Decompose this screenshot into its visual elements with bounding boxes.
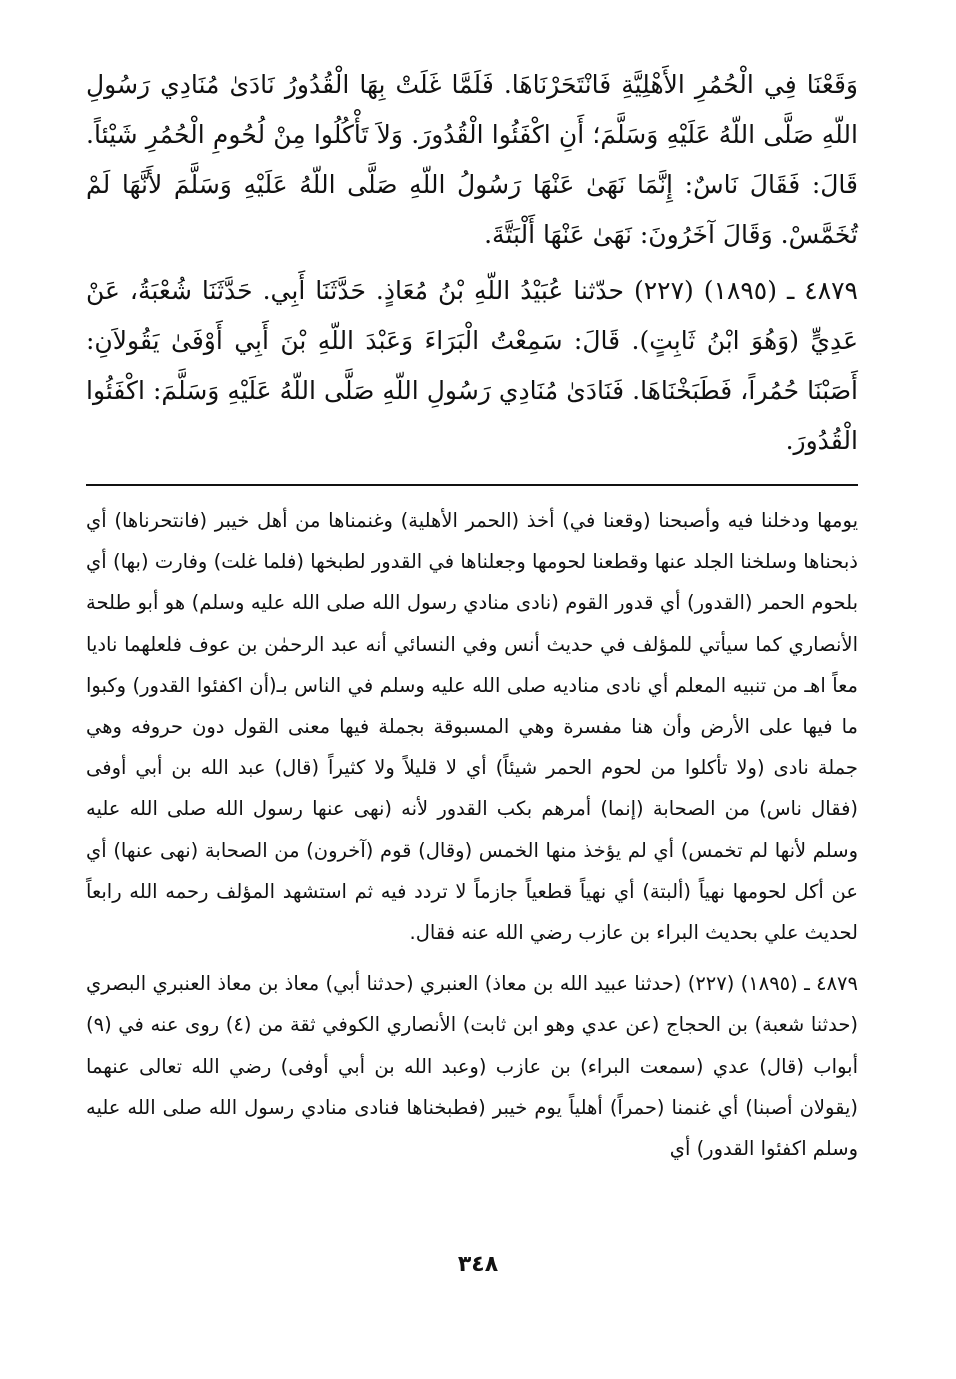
page-number: ٣٤٨ xyxy=(457,1252,499,1277)
book-page xyxy=(86,60,858,1340)
footnote-divider xyxy=(86,484,858,486)
commentary-paragraph-1: يومها ودخلنا فيه وأصبحنا (وقعنا في) أخذ (الحمر الأهلية) وغنمناها من أهل خيبر (فانتحرناها) أي ذبحناها وسلخنا الجلد عنها وقطعنا لحومها وجعلناها في القدور لطبخها (فلما غلت) وفارت (بها) أي بلحوم الحمر (القدور) أي قدور القوم (نادى منادي رسول الله صلى الله عليه وسلم) هو أبو طلحة الأنصاري كما سيأتي للمؤلف في حديث أنس وفي النسائي أنه عبد الرحمٰن بن عوف فلعلهما ناديا معاً اهـ من تنبيه المعلم أي نادى مناديه صلى الله عليه وسلم في الناس بـ(أن اكفئوا القدور) وكبوا ما فيها على الأرض وأن هنا مفسرة وهي المسبوقة بجملة فيها معنى القول دون حروفه وهي جملة نادى (ولا تأكلوا من لحوم الحمر شيئاً) أي لا قليلاً ولا كثيراً (قال) عبد الله بن أبي أوفى (فقال ناس) من الصحابة (إنما) أمرهم بكب القدور لأنه (نهى عنها رسول الله صلى الله عليه وسلم لأنها لم تخمس) أي لم يؤخذ منها الخمس (وقال) قوم (آخرون) من الصحابة (نهى عنها) أي عن أكل لحومها نهياً (ألبتة) أي نهياً قطعياً جازماً لا تردد فيه ثم استشهد المؤلف رحمه الله رابعاً لحديث علي بحديث البراء بن عازب رضي الله عنه فقال. xyxy=(86,509,858,945)
commentary-paragraph-2: ٤٨٧٩ ـ (١٨٩٥) (٢٢٧) (حدثنا عبيد الله بن معاذ) العنبري (حدثنا أبي) معاذ بن معاذ العنبري البصري (حدثنا شعبة) بن الحجاج (عن عدي وهو ابن ثابت) الأنصاري الكوفي ثقة من (٤) روى عنه في (٩) أبواب (قال) عدي (سمعت البراء) بن عازب (وعبد الله بن أبي أوفى) رضي الله تعالى عنهما (يقولان أصبنا) أي غنمنا (حمراً) أهلياً يوم خيبر (فطبخناها فنادى منادي رسول الله صلى الله عليه وسلم اكفئوا القدور) أي xyxy=(86,972,859,1161)
hadith-paragraph-2: ٤٨٧٩ ـ (١٨٩٥) (٢٢٧) حدّثنا عُبَيْدُ اللّهِ بْنُ مُعَاذٍ. حَدَّثَنَا أَبِي. حَدَّثَنَا شُعْبَةُ، عَنْ عَدِيٍّ (وَهُوَ ابْنُ ثَابِتٍ). قَالَ: سَمِعْتُ الْبَرَاءَ وَعَبْدَ اللّهِ بْنَ أَبِي أَوْفَىٰ يَقُولاَنِ: أَصَبْنَا حُمُراً، فَطَبَخْنَاهَا. فَنَادَىٰ مُنَادِي رَسُولِ اللّهِ صَلَّى اللّهُ عَلَيْهِ وَسَلَّمَ: اكْفَئُوا الْقُدُورَ. xyxy=(86,276,858,455)
commentary-block xyxy=(86,500,858,1169)
hadith-text-block xyxy=(86,60,858,466)
hadith-paragraph-1: وَقَعْنَا فِي الْحُمُرِ الأَهْلِيَّةِ فَانْتَحَرْنَاهَا. فَلَمَّا غَلَتْ بِهَا الْقُدُورُ نَادَىٰ مُنَادِي رَسُولِ اللّهِ صَلَّى اللّهُ عَلَيْهِ وَسَلَّمَ؛ أَنِ اكْفَئُوا الْقُدُورَ. وَلاَ تَأْكُلُوا مِنْ لُحُومِ الْحُمُرِ شَيْئاً. قَالَ: فَقَالَ نَاسٌ: إِنَّمَا نَهَىٰ عَنْهَا رَسُولُ اللّهِ صَلَّى اللّهُ عَلَيْهِ وَسَلَّمَ لأَنَّهَا لَمْ تُخَمَّسْ. وَقَالَ آخَرُونَ: نَهَىٰ عَنْهَا أَلْبَتَّةَ. xyxy=(86,70,858,249)
